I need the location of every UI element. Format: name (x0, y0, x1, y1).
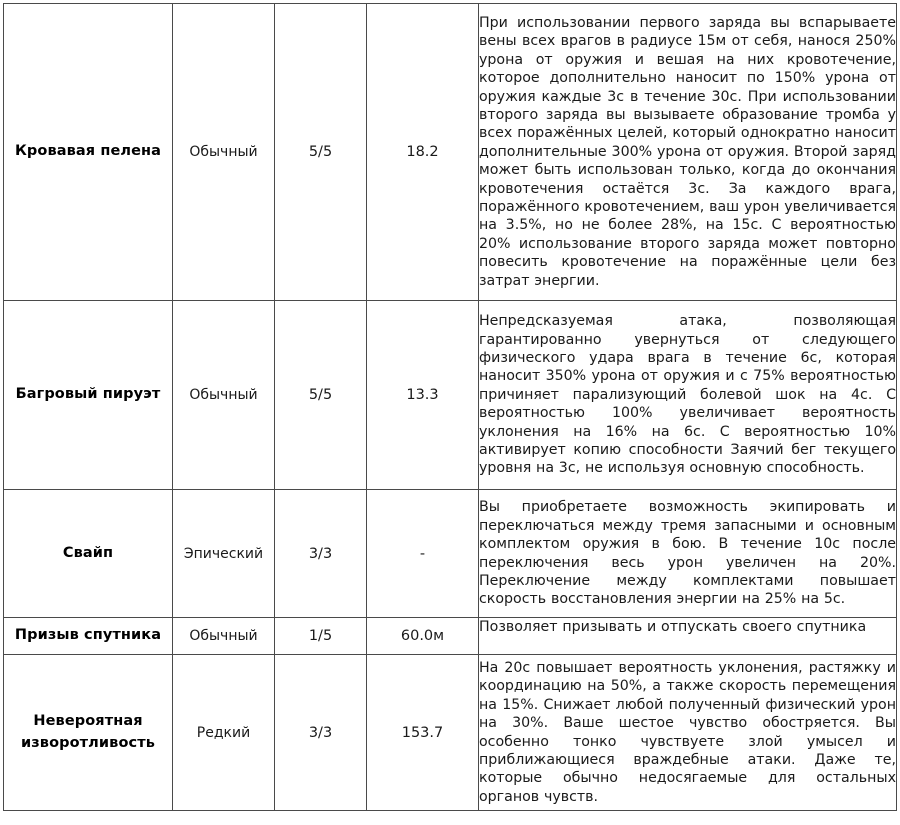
ability-value: 13.3 (367, 301, 479, 490)
ability-description: Позволяет призывать и отпускать своего спутника (479, 618, 897, 655)
ability-name: Свайп (4, 490, 173, 618)
ability-value: - (367, 490, 479, 618)
ability-rarity: Обычный (173, 301, 275, 490)
table-row (4, 301, 897, 490)
ability-description: Вы приобретаете возможность экипировать и переключаться между тремя запасными и основным комплектом оружия в бою. В течение 10с после переключения весь урон увеличен на 20%. Переключение между комплектами повышает скорость восстановления энергии на 25% на 5с. (479, 490, 897, 618)
ability-level: 3/3 (275, 655, 367, 811)
abilities-table (3, 3, 897, 811)
ability-name: Багровый пируэт (4, 301, 173, 490)
ability-rarity: Редкий (173, 655, 275, 811)
ability-level: 5/5 (275, 4, 367, 301)
ability-level: 3/3 (275, 490, 367, 618)
ability-rarity: Обычный (173, 618, 275, 655)
ability-rarity: Эпический (173, 490, 275, 618)
abilities-table-body (4, 4, 897, 811)
ability-level: 5/5 (275, 301, 367, 490)
ability-description: Непредсказуемая атака, позволяющая гарантированно увернуться от следующего физического удара врага в течение 6с, которая наносит 350% урона от оружия и с 75% вероятностью причиняет парализующий болевой шок на 4с. С вероятностью 100% увеличивает вероятность уклонения на 16% на 6с. С вероятностью 10% активирует копию способности Заячий бег текущего уровня на 3с, не используя основную способность. (479, 301, 897, 490)
ability-value: 18.2 (367, 4, 479, 301)
table-row (4, 4, 897, 301)
ability-name: Кровавая пелена (4, 4, 173, 301)
ability-description: При использовании первого заряда вы вспарываете вены всех врагов в радиусе 15м от себя, нанося 250% урона от оружия и вешая на них кровотечение, которое дополнительно наносит по 150% урона от оружия каждые 3с в течение 30с. При использовании второго заряда вы вызываете образование тромба у всех поражённых целей, который однократно наносит дополнительные 300% урона от оружия. Второй заряд может быть использован только, когда до окончания кровотечения остаётся 3с. За каждого врага, поражённого кровотечением, ваш урон увеличивается на 3.5%, но не более 28%, на 15с. С вероятностью 20% использование второго заряда может повторно повесить кровотечение на поражённые цели без затрат энергии. (479, 4, 897, 301)
table-row (4, 490, 897, 618)
ability-rarity: Обычный (173, 4, 275, 301)
ability-name: Призыв спутника (4, 618, 173, 655)
table-row (4, 655, 897, 811)
ability-value: 153.7 (367, 655, 479, 811)
table-row (4, 618, 897, 655)
ability-level: 1/5 (275, 618, 367, 655)
ability-name: Невероятная изворотливость (4, 655, 173, 811)
ability-description: На 20с повышает вероятность уклонения, растяжку и координацию на 50%, а также скорость перемещения на 15%. Снижает любой полученный физический урон на 30%. Ваше шестое чувство обостряется. Вы особенно тонко чувствуете злой умысел и приближающиеся враждебные атаки. Даже те, которые обычно недосягаемые для остальных органов чувств. (479, 655, 897, 811)
ability-value: 60.0м (367, 618, 479, 655)
